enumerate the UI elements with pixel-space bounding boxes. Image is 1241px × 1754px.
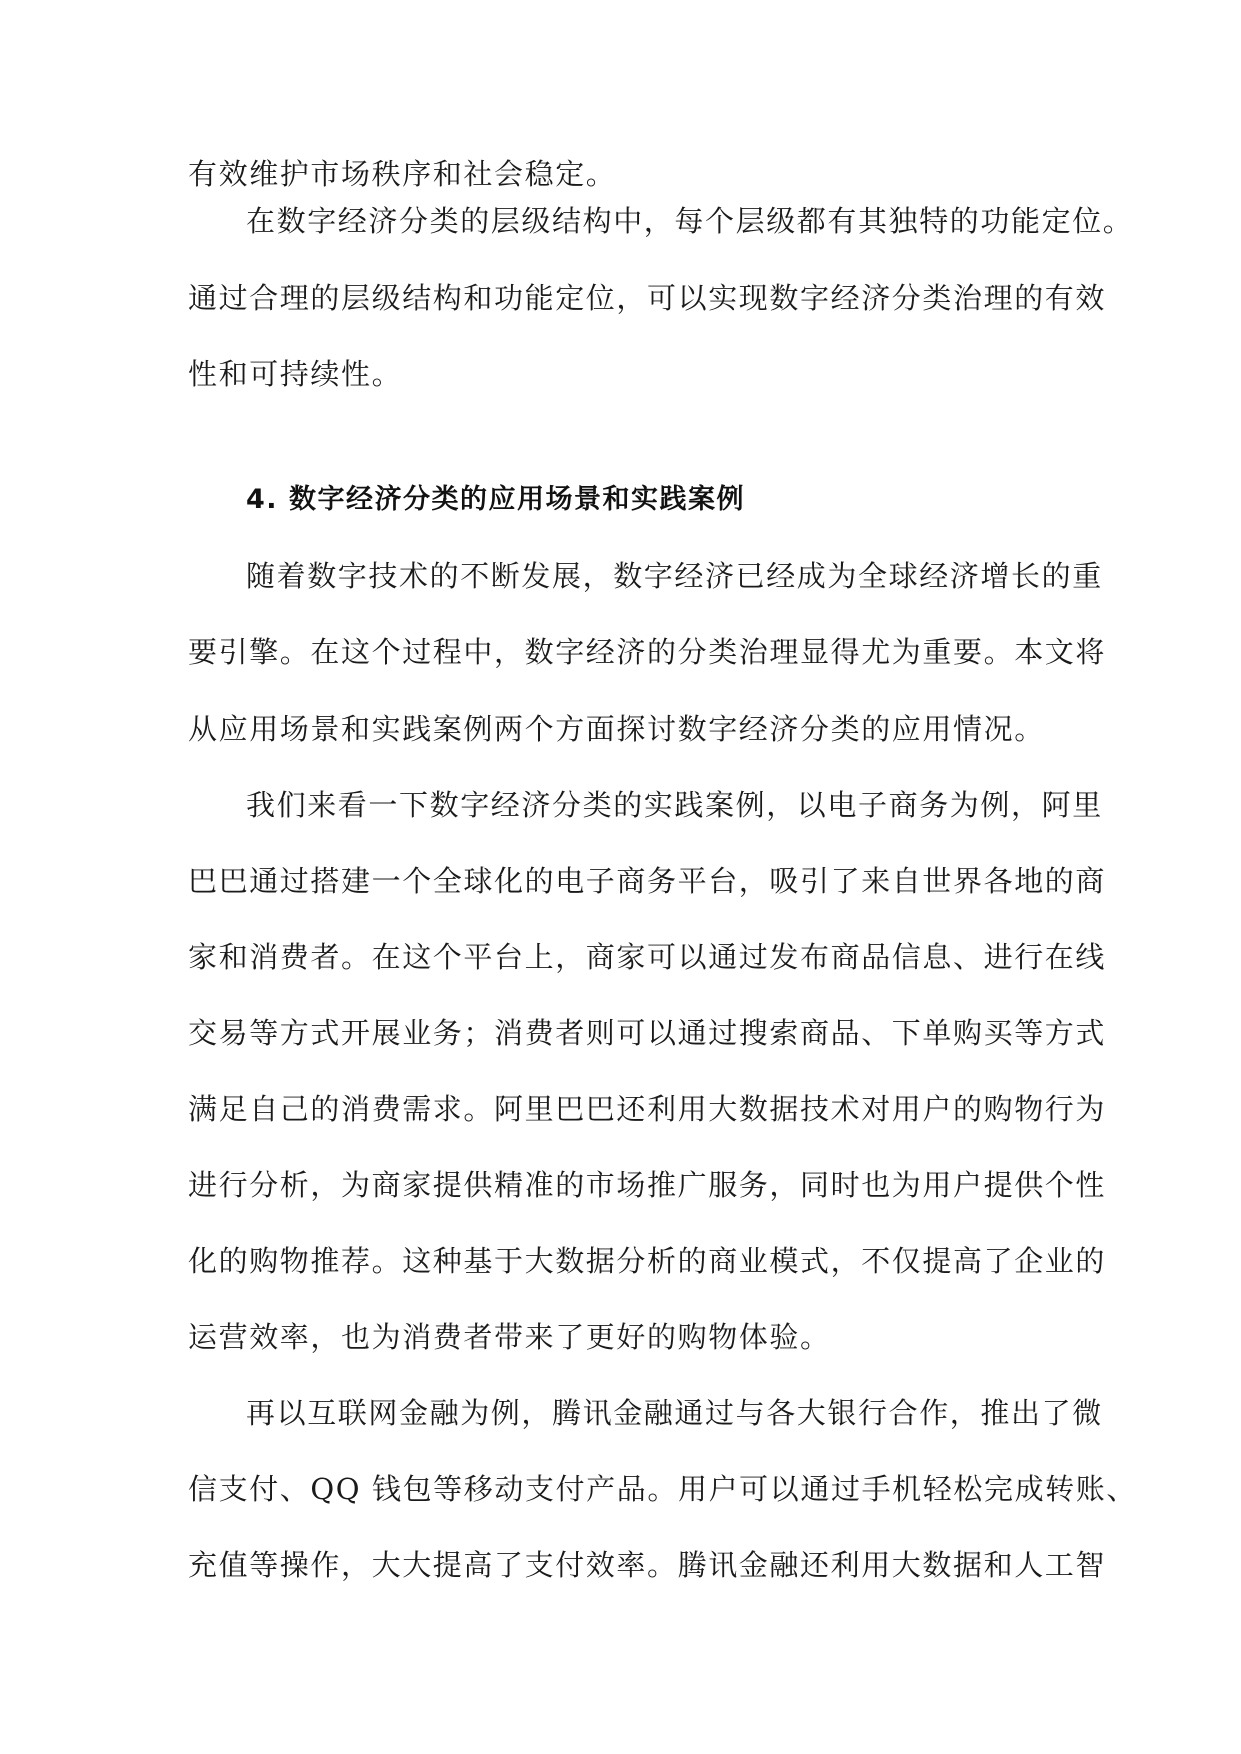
paragraph-line: 满足自己的消费需求。阿里巴巴还利用大数据技术对用户的购物行为 bbox=[188, 1092, 1107, 1126]
paragraph-line: 巴巴通过搭建一个全球化的电子商务平台，吸引了来自世界各地的商 bbox=[188, 864, 1107, 898]
paragraph-line: 运营效率，也为消费者带来了更好的购物体验。 bbox=[188, 1320, 831, 1354]
paragraph-line: 家和消费者。在这个平台上，商家可以通过发布商品信息、进行在线 bbox=[188, 940, 1107, 974]
paragraph-line: 通过合理的层级结构和功能定位，可以实现数字经济分类治理的有效 bbox=[188, 281, 1107, 315]
paragraph-line: 随着数字技术的不断发展，数字经济已经成为全球经济增长的重 bbox=[246, 559, 1103, 593]
paragraph-line: 从应用场景和实践案例两个方面探讨数字经济分类的应用情况。 bbox=[188, 712, 1045, 746]
paragraph-line: 交易等方式开展业务；消费者则可以通过搜索商品、下单购买等方式 bbox=[188, 1016, 1107, 1050]
paragraph-line: 进行分析，为商家提供精准的市场推广服务，同时也为用户提供个性 bbox=[188, 1168, 1107, 1202]
paragraph-line: 再以互联网金融为例，腾讯金融通过与各大银行合作，推出了微 bbox=[246, 1396, 1103, 1430]
paragraph-line: 在数字经济分类的层级结构中，每个层级都有其独特的功能定位。 bbox=[246, 204, 1134, 238]
section-heading: 4. 数字经济分类的应用场景和实践案例 bbox=[246, 484, 745, 515]
paragraph-line: 要引擎。在这个过程中，数字经济的分类治理显得尤为重要。本文将 bbox=[188, 635, 1107, 669]
paragraph-line: 有效维护市场秩序和社会稳定。 bbox=[188, 157, 617, 191]
paragraph-line: 我们来看一下数字经济分类的实践案例，以电子商务为例，阿里 bbox=[246, 788, 1103, 822]
paragraph-line: 充值等操作，大大提高了支付效率。腾讯金融还利用大数据和人工智 bbox=[188, 1548, 1107, 1582]
paragraph-line: 化的购物推荐。这种基于大数据分析的商业模式，不仅提高了企业的 bbox=[188, 1244, 1107, 1278]
paragraph-line: 信支付、QQ 钱包等移动支付产品。用户可以通过手机轻松完成转账、 bbox=[188, 1472, 1137, 1506]
paragraph-line: 性和可持续性。 bbox=[188, 357, 403, 391]
